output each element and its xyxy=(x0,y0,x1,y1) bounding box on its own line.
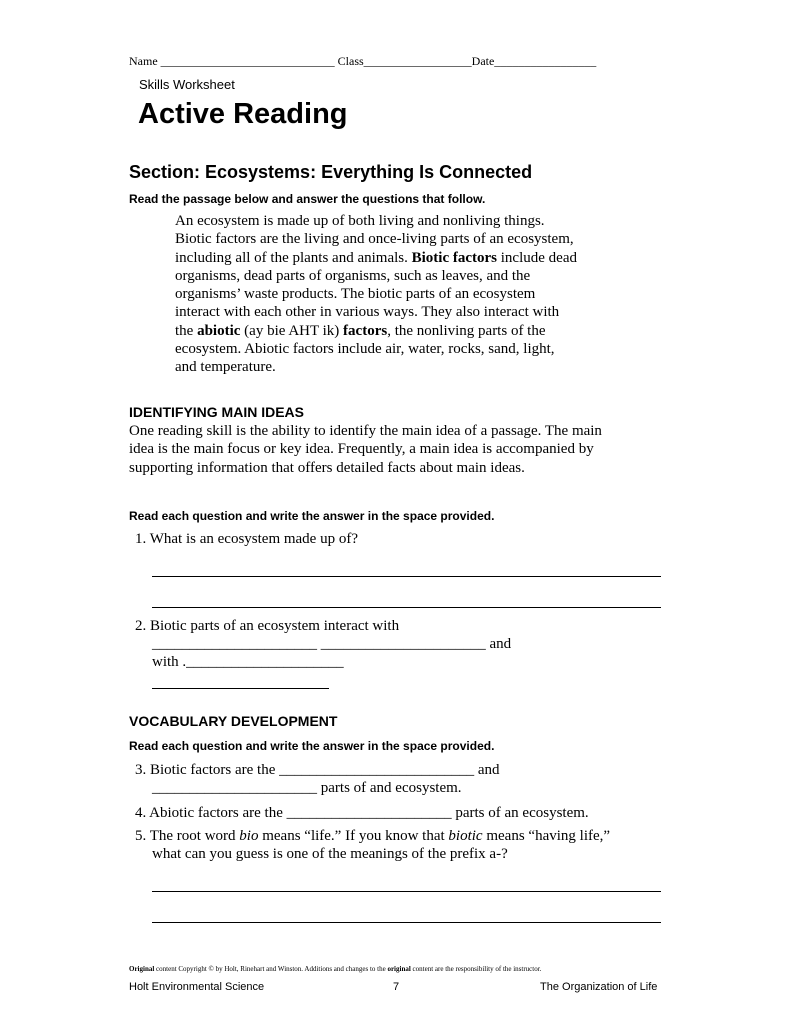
footer-book-title: Holt Environmental Science xyxy=(129,981,265,993)
passage-line: interact with each other in various ways. They also interact with xyxy=(175,304,560,321)
page-number: 7 xyxy=(393,981,400,993)
question-2-blanks[interactable]: ______________________ ______________________ and xyxy=(152,636,512,652)
passage-line: the abiotic (ay bie AHT ik) factors, the nonliving parts of the xyxy=(175,322,546,339)
term-biotic-factors: Biotic factors xyxy=(411,249,498,266)
passage-instruction: Read the passage below and answer the questions that follow. xyxy=(129,192,486,206)
name-class-date-header: Name _____________________________ Class__________________Date_________________ xyxy=(129,54,597,68)
passage-line: including all of the plants and animals. Biotic factors include dead xyxy=(175,249,577,266)
answer-line-q2[interactable] xyxy=(152,688,329,689)
question-1: 1. What is an ecosystem made up of? xyxy=(135,531,358,547)
worksheet-type: Skills Worksheet xyxy=(139,77,235,92)
term-abiotic: abiotic xyxy=(197,322,241,339)
passage-line: Biotic factors are the living and once-living parts of an ecosystem, xyxy=(175,231,574,248)
question-2-blank[interactable]: with ._____________________ xyxy=(152,654,344,670)
page-title: Active Reading xyxy=(138,98,348,130)
question-4[interactable]: 4. Abiotic factors are the ______________________ parts of an ecosystem. xyxy=(135,805,589,821)
vocab-heading: VOCABULARY DEVELOPMENT xyxy=(129,713,338,729)
term-factors: factors xyxy=(343,322,388,339)
main-ideas-heading: IDENTIFYING MAIN IDEAS xyxy=(129,404,305,420)
answer-line-q5-b[interactable] xyxy=(152,922,661,923)
passage-line: and temperature. xyxy=(175,359,276,376)
word-bio: bio xyxy=(239,828,259,844)
question-3[interactable]: 3. Biotic factors are the __________________________ and xyxy=(135,762,500,778)
question-5: 5. The root word bio means “life.” If you know that biotic means “having life,” xyxy=(135,828,611,844)
question-3-cont[interactable]: ______________________ parts of and ecosystem. xyxy=(152,780,462,796)
word-biotic: biotic xyxy=(448,828,483,844)
footer-chapter-title: The Organization of Life xyxy=(540,981,658,993)
answer-line-q1-b[interactable] xyxy=(152,607,661,608)
passage-line: An ecosystem is made up of both living and nonliving things. xyxy=(175,213,545,229)
question-5-cont: what can you guess is one of the meanings of the prefix a-? xyxy=(152,846,508,862)
questions-instruction: Read each question and write the answer in the space provided. xyxy=(129,509,495,523)
passage-line: organisms’ waste products. The biotic parts of an ecosystem xyxy=(175,286,536,303)
passage-line: ecosystem. Abiotic factors include air, water, rocks, sand, light, xyxy=(175,341,555,358)
vocab-instruction: Read each question and write the answer in the space provided. xyxy=(129,739,495,753)
answer-line-q1-a[interactable] xyxy=(152,576,661,577)
main-ideas-text: One reading skill is the ability to identify the main idea of a passage. The main idea is the main focus or key idea. Frequently, a main idea is accompanied by supporting information that offers detailed facts about main ideas. xyxy=(129,423,602,476)
answer-line-q5-a[interactable] xyxy=(152,891,661,892)
copyright-notice: Original content Copyright © by Holt, Rinehart and Winston. Additions and changes to the original content are the responsibility of the instructor. xyxy=(129,965,542,973)
reading-passage xyxy=(175,212,635,377)
question-2: 2. Biotic parts of an ecosystem interact with xyxy=(135,618,400,634)
section-title: Section: Ecosystems: Everything Is Connected xyxy=(129,162,533,182)
passage-line: organisms, dead parts of organisms, such as leaves, and the xyxy=(175,267,531,284)
